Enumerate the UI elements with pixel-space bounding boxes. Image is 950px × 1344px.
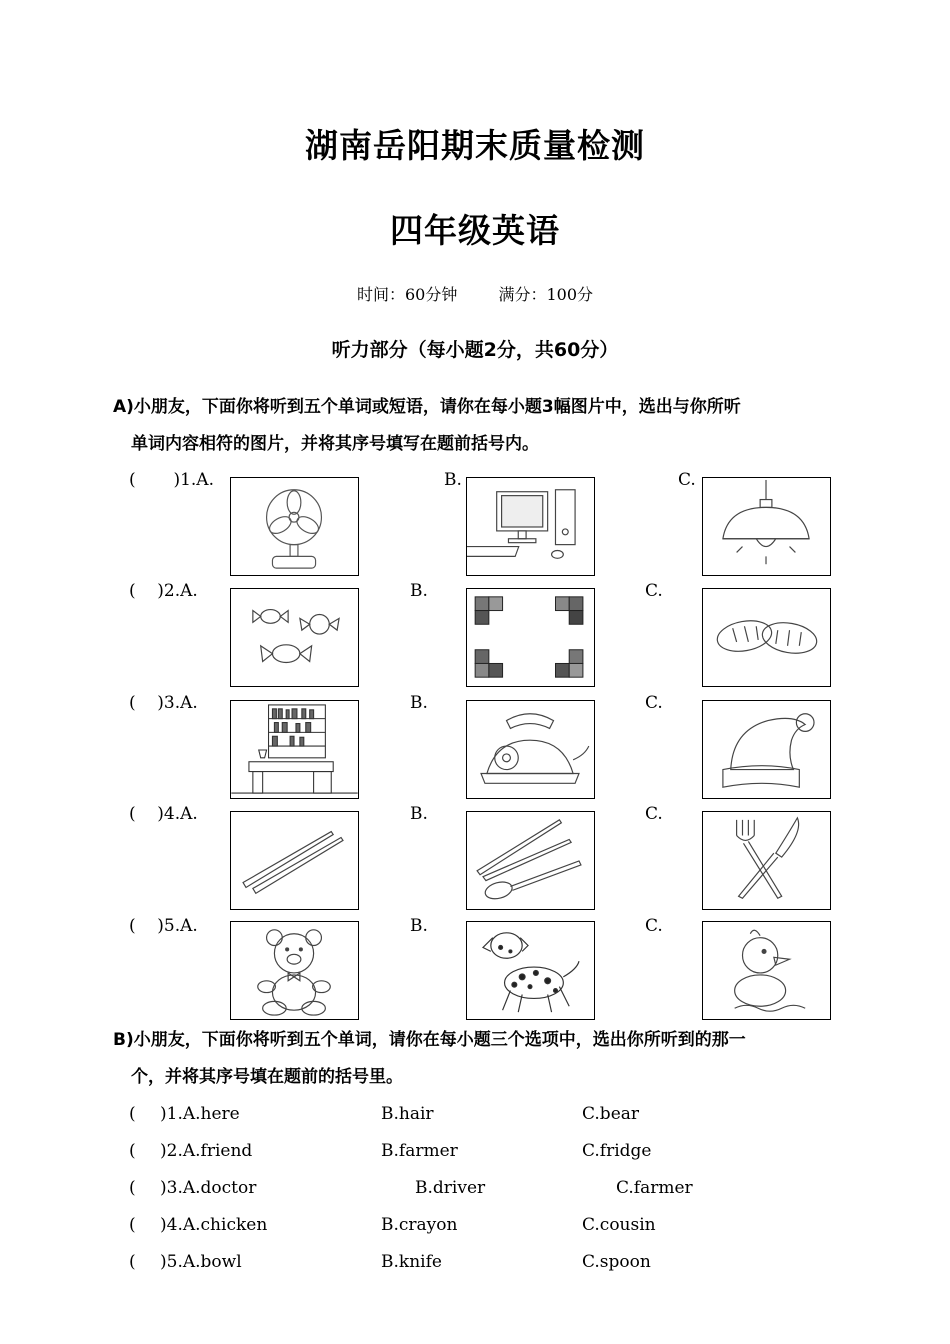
- fork-knife-icon[interactable]: [702, 811, 831, 910]
- option-c-label: C.: [645, 804, 663, 824]
- option-b: B.driver: [415, 1178, 486, 1198]
- option-b-label: B.: [410, 804, 428, 824]
- page-subtitle: 四年级英语: [390, 211, 560, 250]
- duckling-icon[interactable]: [702, 921, 831, 1020]
- option-a: )5.A.bowl: [160, 1252, 242, 1272]
- computer-icon[interactable]: [466, 477, 595, 576]
- score-info: 满分：100分: [498, 285, 593, 304]
- page-title: 湖南岳阳期末质量检测: [305, 126, 645, 165]
- option-b-label: B.: [410, 693, 428, 713]
- exam-info: [0, 282, 950, 305]
- answer-bracket[interactable]: (: [129, 1215, 136, 1235]
- answer-bracket[interactable]: (: [129, 1252, 136, 1272]
- option-a: )1.A.here: [160, 1104, 240, 1124]
- option-c: C.cousin: [582, 1215, 656, 1235]
- answer-bracket[interactable]: (: [129, 1141, 136, 1161]
- question-label[interactable]: ( )1.A.: [129, 470, 214, 490]
- question-label[interactable]: ( )3.A.: [129, 693, 198, 713]
- hat-icon[interactable]: [702, 700, 831, 799]
- option-c: C.farmer: [616, 1178, 693, 1198]
- option-b: B.farmer: [381, 1141, 458, 1161]
- option-c: C.bear: [582, 1104, 640, 1124]
- option-a: )3.A.doctor: [160, 1178, 257, 1198]
- option-b-label: B.: [410, 581, 428, 601]
- time-info: 时间：60分钟: [356, 285, 458, 304]
- option-b: B.knife: [381, 1252, 442, 1272]
- dalmatian-dog-icon[interactable]: [466, 921, 595, 1020]
- fan-icon[interactable]: [230, 477, 359, 576]
- section-a-instruction: A)小朋友，下面你将听到五个单词或短语，请你在每小题3幅图片中，选出与你所听 单词内容相符的图片，并将其序号填写在题前括号内。: [113, 397, 741, 454]
- option-a: )4.A.chicken: [160, 1215, 268, 1235]
- option-b-label: B.: [444, 470, 462, 490]
- option-c: C.spoon: [582, 1252, 651, 1272]
- answer-bracket[interactable]: (: [129, 1178, 136, 1198]
- question-label[interactable]: ( )4.A.: [129, 804, 198, 824]
- bread-icon[interactable]: [702, 588, 831, 687]
- section-b-question-3: [129, 1178, 829, 1204]
- option-b: B.crayon: [381, 1215, 458, 1235]
- answer-bracket[interactable]: (: [129, 1104, 136, 1124]
- teddy-bear-icon[interactable]: [230, 921, 359, 1020]
- listening-section-title: 听力部分（每小题2分，共60分）: [331, 339, 619, 361]
- question-label[interactable]: ( )2.A.: [129, 581, 198, 601]
- telephone-icon[interactable]: [466, 700, 595, 799]
- option-a: )2.A.friend: [160, 1141, 253, 1161]
- chopsticks-spoon-icon[interactable]: [466, 811, 595, 910]
- option-c-label: C.: [645, 581, 663, 601]
- section-b-question-1: [129, 1104, 829, 1130]
- lamp-icon[interactable]: [702, 477, 831, 576]
- section-b-question-5: [129, 1252, 829, 1278]
- blocks-icon[interactable]: [466, 588, 595, 687]
- option-b-label: B.: [410, 916, 428, 936]
- question-label[interactable]: ( )5.A.: [129, 916, 198, 936]
- chopsticks-icon[interactable]: [230, 811, 359, 910]
- section-b-instruction: B)小朋友，下面你将听到五个单词，请你在每小题三个选项中，选出你所听到的那一 个，并将其序号填在题前的括号里。: [113, 1030, 746, 1087]
- option-b: B.hair: [381, 1104, 434, 1124]
- section-b-question-2: [129, 1141, 829, 1167]
- option-c-label: C.: [645, 693, 663, 713]
- section-b-question-4: [129, 1215, 829, 1241]
- bookshelf-desk-icon[interactable]: [230, 700, 359, 799]
- option-c-label: C.: [678, 470, 696, 490]
- option-c-label: C.: [645, 916, 663, 936]
- option-c: C.fridge: [582, 1141, 652, 1161]
- candy-icon[interactable]: [230, 588, 359, 687]
